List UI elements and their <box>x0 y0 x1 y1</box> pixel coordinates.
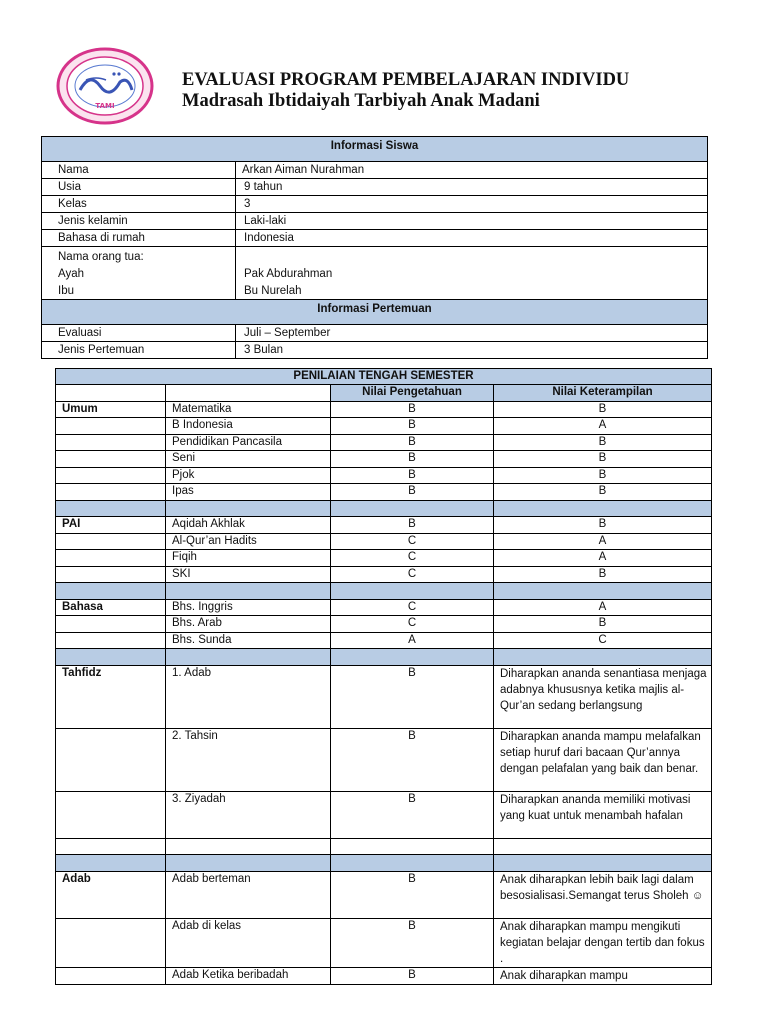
section-divider <box>56 649 712 666</box>
logo-text: TAMI <box>95 102 115 110</box>
skill-grade: B <box>494 451 712 468</box>
label-usia: Usia <box>42 179 236 196</box>
value-ayah: Pak Abdurahman <box>244 268 333 280</box>
label-bahasa: Bahasa di rumah <box>42 230 236 247</box>
grades-header: PENILAIAN TENGAH SEMESTER <box>56 369 712 385</box>
col-knowledge: Nilai Pengetahuan <box>331 385 494 402</box>
category-bahasa: Bahasa <box>56 599 166 616</box>
knowledge-grade: B <box>331 791 494 838</box>
value-bahasa: Indonesia <box>236 230 708 247</box>
student-info-table <box>41 136 708 359</box>
knowledge-grade: C <box>331 599 494 616</box>
value-jenis-kelamin: Laki-laki <box>236 213 708 230</box>
knowledge-grade: B <box>331 401 494 418</box>
knowledge-grade: B <box>331 967 494 984</box>
subject-name: Aqidah Akhlak <box>166 517 331 534</box>
teacher-note: Diharapkan ananda memiliki motivasi yang kuat untuk menambah hafalan <box>494 791 712 838</box>
subject-name: Pendidikan Pancasila <box>166 434 331 451</box>
value-nama: Arkan Aiman Nurahman <box>236 162 708 179</box>
section-divider <box>56 500 712 517</box>
subject-name: Al-Qur’an Hadits <box>166 533 331 550</box>
subject-name: Adab di kelas <box>166 918 331 967</box>
knowledge-grade: C <box>331 550 494 567</box>
skill-grade: B <box>494 401 712 418</box>
value-ibu: Bu Nurelah <box>244 285 302 297</box>
skill-grade: B <box>494 434 712 451</box>
teacher-note: Anak diharapkan lebih baik lagi dalam besosialisasi.Semangat terus Sholeh ☺ <box>494 871 712 918</box>
section-divider <box>56 855 712 872</box>
knowledge-grade: B <box>331 728 494 791</box>
label-nama: Nama <box>42 162 236 179</box>
knowledge-grade: B <box>331 451 494 468</box>
knowledge-grade: B <box>331 484 494 501</box>
knowledge-grade: C <box>331 566 494 583</box>
subject-name: Adab berteman <box>166 871 331 918</box>
skill-grade: A <box>494 418 712 435</box>
knowledge-grade: B <box>331 467 494 484</box>
subject-name: Bhs. Sunda <box>166 632 331 649</box>
label-evaluasi: Evaluasi <box>42 325 236 342</box>
subject-name: Matematika <box>166 401 331 418</box>
knowledge-grade: B <box>331 517 494 534</box>
category-adab: Adab <box>56 871 166 918</box>
subject-name: 2. Tahsin <box>166 728 331 791</box>
value-kelas: 3 <box>236 196 708 213</box>
skill-grade: B <box>494 616 712 633</box>
subject-name: Seni <box>166 451 331 468</box>
student-info-header: Informasi Siswa <box>42 137 708 162</box>
label-jenis-pertemuan: Jenis Pertemuan <box>42 342 236 359</box>
title-line-2: Madrasah Ibtidaiyah Tarbiyah Anak Madani <box>182 91 540 111</box>
document-title <box>182 70 629 112</box>
category-pai: PAI <box>56 517 166 534</box>
teacher-note: Diharapkan ananda senantiasa menjaga adabnya khususnya ketika majlis al-Qur’an sedang berlangsung <box>494 665 712 728</box>
meeting-info-header: Informasi Pertemuan <box>42 300 708 325</box>
subject-name: SKI <box>166 566 331 583</box>
knowledge-grade: B <box>331 871 494 918</box>
knowledge-grade: C <box>331 533 494 550</box>
knowledge-grade: C <box>331 616 494 633</box>
value-usia: 9 tahun <box>236 179 708 196</box>
section-divider <box>56 583 712 600</box>
skill-grade: A <box>494 599 712 616</box>
subject-name: 3. Ziyadah <box>166 791 331 838</box>
skill-grade: B <box>494 484 712 501</box>
knowledge-grade: B <box>331 665 494 728</box>
value-evaluasi: Juli – September <box>236 325 708 342</box>
knowledge-grade: B <box>331 434 494 451</box>
knowledge-grade: B <box>331 418 494 435</box>
col-skill: Nilai Keterampilan <box>494 385 712 402</box>
subject-name: Fiqih <box>166 550 331 567</box>
skill-grade: B <box>494 467 712 484</box>
subject-name: Ipas <box>166 484 331 501</box>
label-kelas: Kelas <box>42 196 236 213</box>
label-nama-orang-tua: Nama orang tua: <box>58 251 144 263</box>
grades-table <box>55 368 712 985</box>
subject-name: Adab Ketika beribadah <box>166 967 331 984</box>
skill-grade: C <box>494 632 712 649</box>
subject-name: Bhs. Inggris <box>166 599 331 616</box>
value-jenis-pertemuan: 3 Bulan <box>236 342 708 359</box>
category-umum: Umum <box>56 401 166 418</box>
teacher-note: Anak diharapkan mampu mengikuti kegiatan belajar dengan tertib dan fokus . <box>494 918 712 967</box>
subject-name: Bhs. Arab <box>166 616 331 633</box>
subject-name: Pjok <box>166 467 331 484</box>
teacher-note: Diharapkan ananda mampu melafalkan setiap huruf dari bacaan Qur’annya dengan pelafalan yang baik dan benar. <box>494 728 712 791</box>
skill-grade: A <box>494 550 712 567</box>
knowledge-grade: B <box>331 918 494 967</box>
skill-grade: A <box>494 533 712 550</box>
subject-name: 1. Adab <box>166 665 331 728</box>
title-line-1: EVALUASI PROGRAM PEMBELAJARAN INDIVIDU <box>182 70 630 90</box>
skill-grade: B <box>494 517 712 534</box>
skill-grade: B <box>494 566 712 583</box>
knowledge-grade: A <box>331 632 494 649</box>
label-ibu: Ibu <box>58 285 74 297</box>
label-jenis-kelamin: Jenis kelamin <box>42 213 236 230</box>
category-tahfidz: Tahfidz <box>56 665 166 728</box>
subject-name: B Indonesia <box>166 418 331 435</box>
label-ayah: Ayah <box>58 268 85 280</box>
school-logo <box>56 46 154 126</box>
teacher-note: Anak diharapkan mampu <box>494 967 712 984</box>
